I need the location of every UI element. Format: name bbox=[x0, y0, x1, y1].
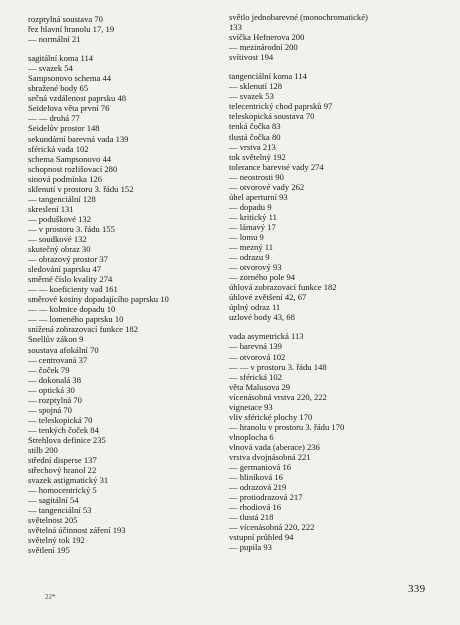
index-entry: — kritický 11 bbox=[229, 211, 277, 222]
index-column-right bbox=[229, 12, 444, 552]
index-entry: sagitální koma 114 bbox=[28, 53, 94, 64]
index-entry: — otvorové vady 262 bbox=[229, 181, 305, 192]
index-section-gap bbox=[229, 322, 444, 331]
index-entry: — hliníková 16 bbox=[229, 472, 283, 483]
index-entry: — hranolu v prostoru 3. řádu 170 bbox=[229, 421, 345, 432]
signature-mark: 22* bbox=[45, 593, 56, 601]
index-entry: — dopadu 9 bbox=[229, 201, 272, 212]
index-entry: — čoček 79 bbox=[28, 364, 70, 375]
index-entry: vignetace 93 bbox=[229, 401, 273, 412]
index-entry: — tenkých čoček 84 bbox=[28, 424, 99, 435]
index-entry: — lomu 9 bbox=[229, 231, 264, 242]
index-entry: — v prostoru 3. řádu 155 bbox=[28, 223, 115, 234]
index-entry: — spojná 70 bbox=[28, 404, 72, 415]
index-entry: — tlustá 218 bbox=[229, 512, 274, 523]
index-entry: schema Sampsonovo 44 bbox=[28, 153, 112, 164]
index-entry: — — v prostoru 3. řádu 148 bbox=[229, 361, 327, 372]
index-entry: — sférická 102 bbox=[229, 371, 282, 382]
index-entry: střední disperse 137 bbox=[28, 455, 97, 466]
index-entry: světelnost 205 bbox=[28, 515, 78, 526]
index-entry: — normální 21 bbox=[28, 34, 81, 45]
index-entry: sférická vada 102 bbox=[28, 143, 89, 154]
index-entry: — homocentrický 5 bbox=[28, 485, 97, 496]
index-entry: — pupila 93 bbox=[229, 542, 272, 553]
index-entry: — tangenciální 53 bbox=[28, 505, 92, 516]
index-entry: 133 bbox=[229, 22, 242, 33]
index-entry: úhel aperturní 93 bbox=[229, 191, 288, 202]
index-entry: uzlové body 43, 68 bbox=[229, 312, 295, 323]
index-entry: — — druhá 77 bbox=[28, 113, 80, 124]
index-entry: světlení 195 bbox=[28, 545, 70, 556]
index-entry: úhlová zobrazovací funkce 182 bbox=[229, 282, 337, 293]
index-entry: vícenásobná vrstva 220, 222 bbox=[229, 391, 327, 402]
page-number: 339 bbox=[408, 583, 426, 595]
index-entry: — rhodiová 16 bbox=[229, 502, 282, 513]
index-entry: — — kolmice dopadu 10 bbox=[28, 304, 116, 315]
index-entry: — otvorový 93 bbox=[229, 262, 282, 273]
index-entry: Strehlova definice 235 bbox=[28, 434, 106, 445]
index-entry: — teleskopická 70 bbox=[28, 414, 93, 425]
index-entry: snížená zobrazovací funkce 182 bbox=[28, 324, 138, 335]
index-entry: — centrovaná 37 bbox=[28, 354, 88, 365]
index-entry: — svazek 54 bbox=[28, 63, 73, 74]
index-entry: střechový hranol 22 bbox=[28, 465, 97, 476]
index-entry: — neostrosti 90 bbox=[229, 171, 284, 182]
index-entry: Seidelova věta první 76 bbox=[28, 103, 110, 114]
index-entry: — mezný 11 bbox=[229, 242, 274, 253]
index-entry: Snellův zákon 9 bbox=[28, 334, 84, 345]
index-entry: směrové kosiny dopadajícího paprsku 10 bbox=[28, 294, 169, 305]
index-entry: — otvorová 102 bbox=[229, 351, 286, 362]
index-entry: sekundární barevná vada 139 bbox=[28, 133, 129, 144]
index-entry: světelná účinnost záření 193 bbox=[28, 525, 126, 536]
index-entry: — dokonalá 38 bbox=[28, 374, 81, 385]
index-entry: skutečný obraz 30 bbox=[28, 244, 91, 255]
index-entry: — germaniová 16 bbox=[229, 462, 292, 473]
index-entry: sbražené body 65 bbox=[28, 83, 89, 94]
index-entry: stilb 200 bbox=[28, 444, 58, 455]
index-entry: — — lomeného paprsku 10 bbox=[28, 314, 124, 325]
index-entry: směrné číslo kvality 274 bbox=[28, 274, 113, 285]
index-entry: rozptylná soustava 70 bbox=[28, 14, 103, 24]
index-entry: — optická 30 bbox=[28, 384, 75, 395]
index-entry: tolerance barevné vady 274 bbox=[229, 161, 324, 172]
index-entry: — protiodrazová 217 bbox=[229, 492, 303, 503]
index-entry: úplný odraz 11 bbox=[229, 302, 281, 313]
index-entry: Seidelův prostor 148 bbox=[28, 123, 100, 134]
index-entry: vliv sférické plochy 170 bbox=[229, 411, 313, 422]
index-entry: řez hlavní hranolu 17, 19 bbox=[28, 24, 115, 35]
index-entry: — obrazový prostor 37 bbox=[28, 254, 108, 265]
index-entry: sklenutí v prostoru 3. řádu 152 bbox=[28, 183, 134, 194]
index-entry: tangenciální koma 114 bbox=[229, 71, 307, 82]
index-entry: vlnová vada (aberace) 236 bbox=[229, 441, 320, 452]
index-entry: — odrazu 9 bbox=[229, 252, 270, 263]
index-entry: úhlové zvětšení 42, 67 bbox=[229, 292, 307, 303]
index-entry: vada asymetrická 113 bbox=[229, 331, 304, 342]
index-entry: vlnoplocha 6 bbox=[229, 431, 274, 442]
index-entry: sinová podmínka 126 bbox=[28, 173, 102, 184]
index-entry: tok světelný 192 bbox=[229, 151, 286, 162]
index-entry: — odrazová 219 bbox=[229, 482, 287, 493]
index-entry: — rozptylná 70 bbox=[28, 394, 82, 405]
index-entry: — sagitální 54 bbox=[28, 495, 79, 506]
index-entry: sečná vzdálenost paprsku 48 bbox=[28, 93, 127, 104]
index-entry: telecentrický chod paprsků 97 bbox=[229, 101, 333, 112]
index-section-gap bbox=[28, 44, 223, 53]
index-entry: světlo jednobarevné (monochromatické) bbox=[229, 12, 368, 22]
index-entry: svítivost 194 bbox=[229, 52, 274, 63]
index-entry: — barevná 139 bbox=[229, 341, 282, 352]
index-entry: — vícenásobná 220, 222 bbox=[229, 522, 315, 533]
index-entry: věta Malusova 29 bbox=[229, 381, 291, 392]
index-entry: — lámavý 17 bbox=[229, 221, 276, 232]
index-entry: — tangenciální 128 bbox=[28, 193, 96, 204]
index-entry: — vrstva 213 bbox=[229, 141, 276, 152]
index-entry: skreslení 131 bbox=[28, 203, 74, 214]
index-entry: schopnost rozlišovací 280 bbox=[28, 163, 118, 174]
index-entry: — sklenutí 128 bbox=[229, 81, 282, 92]
index-entry: — soudkové 132 bbox=[28, 233, 87, 244]
index-entry: — svazek 53 bbox=[229, 91, 274, 102]
index-entry: světelný tok 192 bbox=[28, 535, 85, 546]
index-entry: tenká čočka 83 bbox=[229, 121, 281, 132]
index-entry: — — koeficienty vad 161 bbox=[28, 284, 118, 295]
index-entry: — mezinárodní 200 bbox=[229, 42, 298, 53]
index-entry: vstupní průhled 94 bbox=[229, 532, 294, 543]
index-entry: — poduškové 132 bbox=[28, 213, 92, 224]
index-entry: Sampsonovo schema 44 bbox=[28, 73, 112, 84]
index-column-left bbox=[28, 14, 223, 555]
index-entry: svazek astigmatický 31 bbox=[28, 475, 109, 486]
index-section-gap bbox=[229, 62, 444, 71]
index-entry: teleskopická soustava 70 bbox=[229, 111, 315, 122]
index-entry: — zorného pole 94 bbox=[229, 272, 296, 283]
index-entry: vrstva dvojnásobná 221 bbox=[229, 451, 311, 462]
index-entry: soustava afokální 70 bbox=[28, 344, 99, 355]
index-entry: tlustá čočka 80 bbox=[229, 131, 281, 142]
index-entry: sledování paprsku 47 bbox=[28, 264, 102, 275]
index-entry: svíčka Hefnerova 200 bbox=[229, 32, 305, 43]
